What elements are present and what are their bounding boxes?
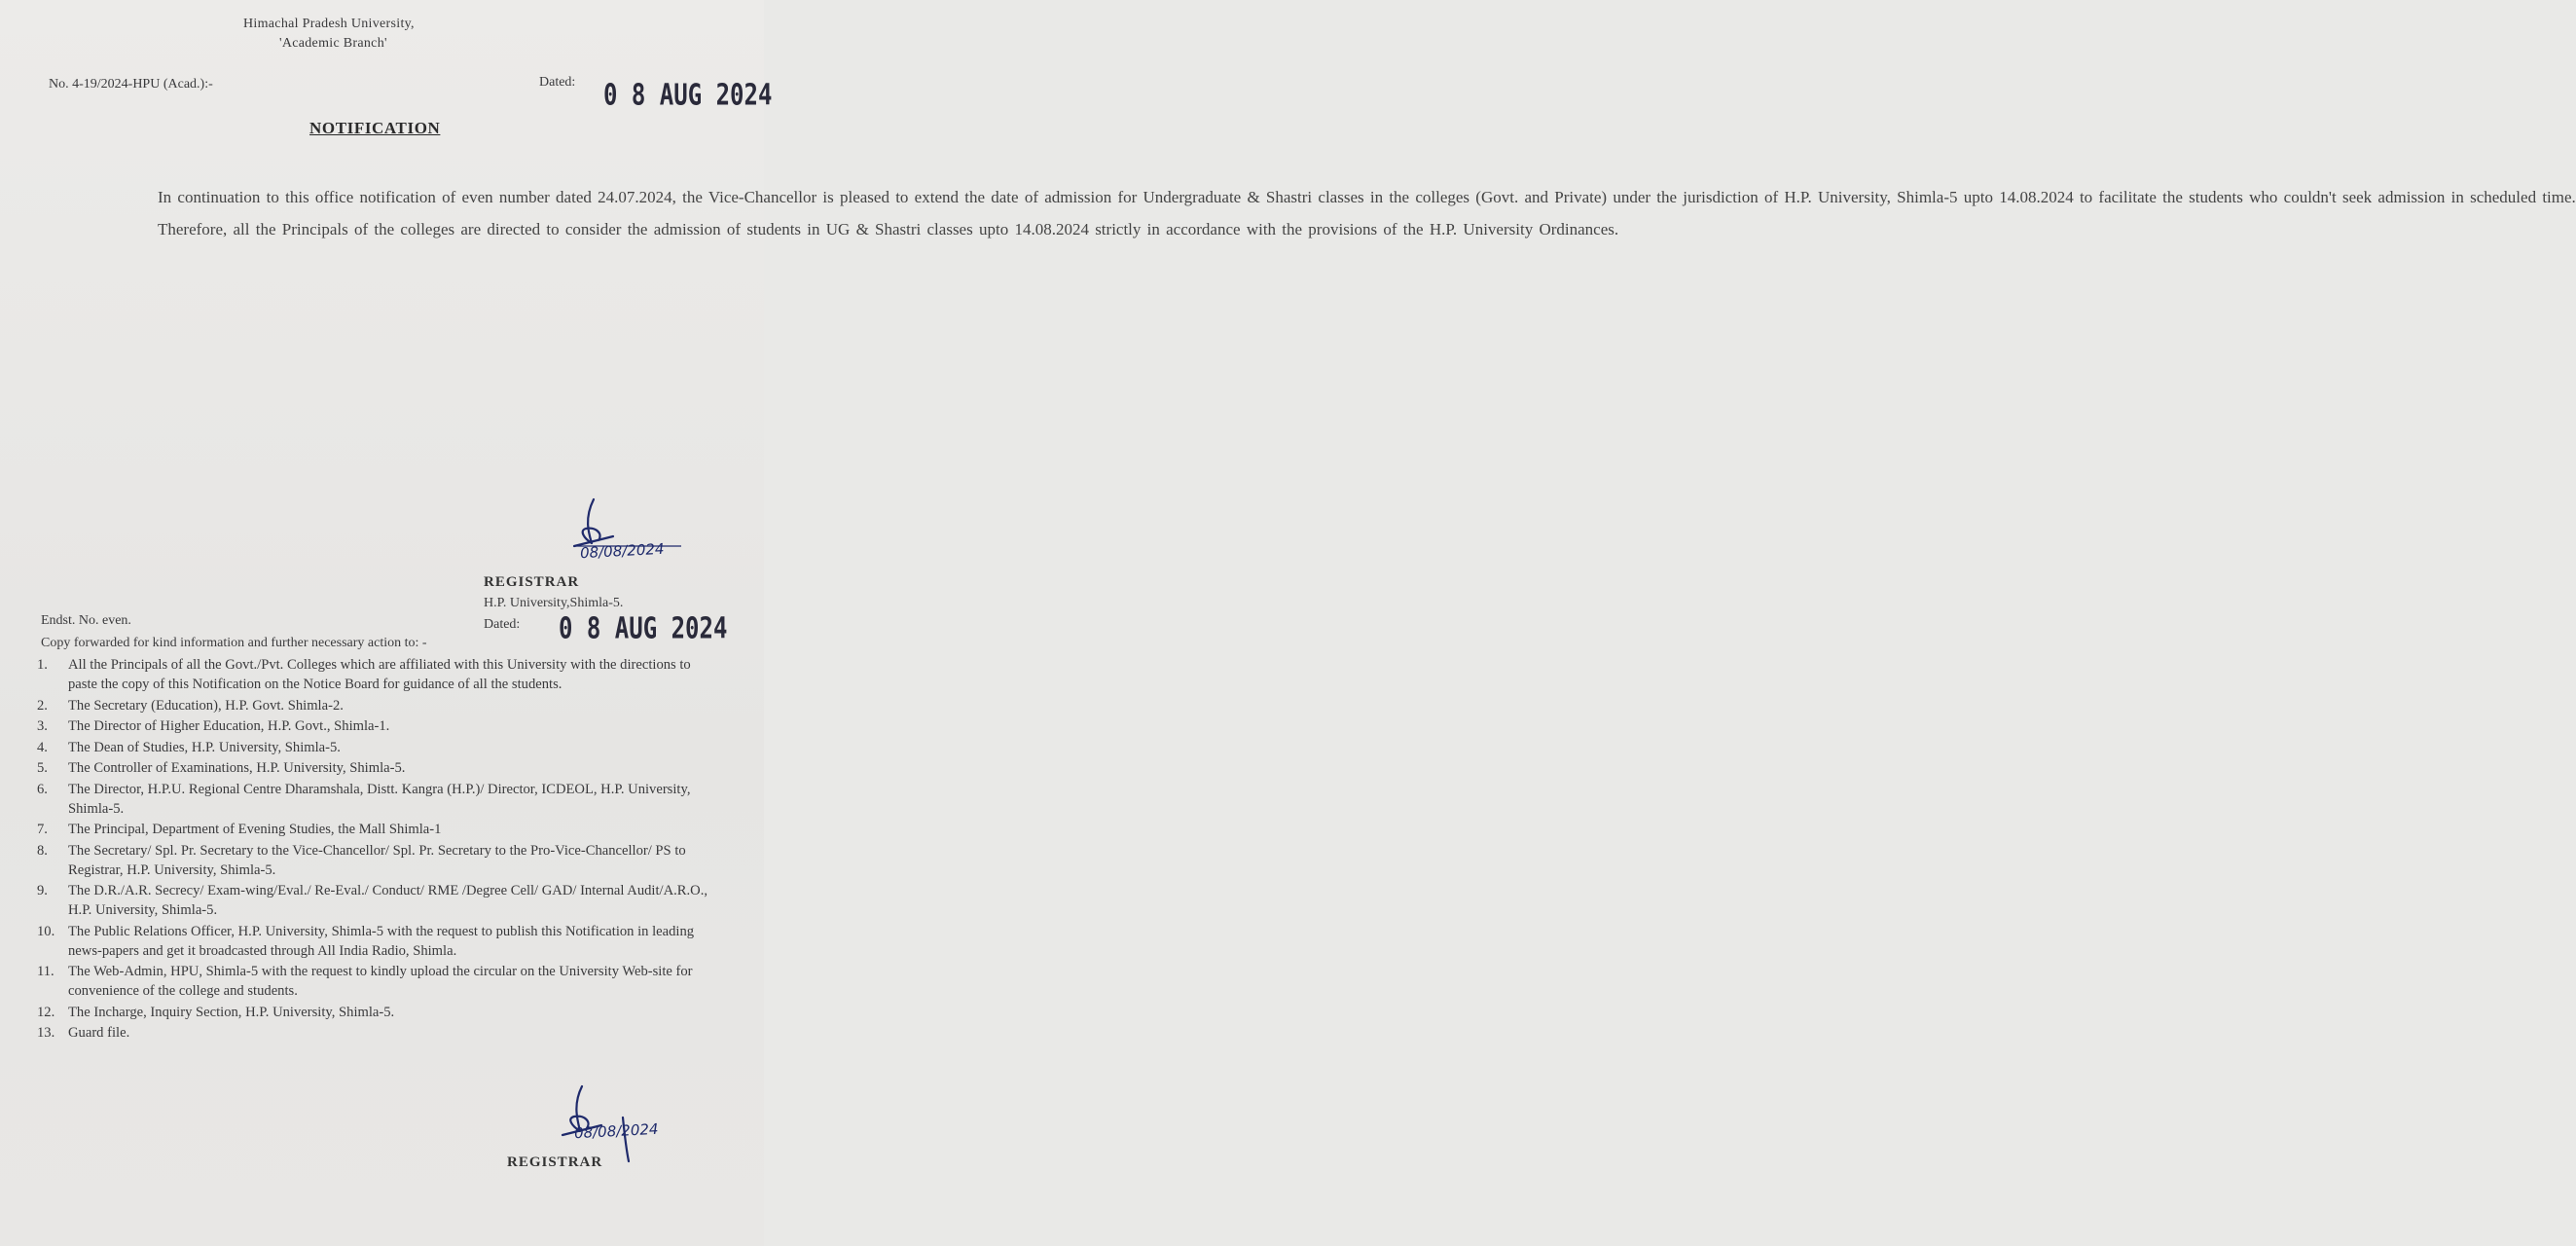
copy-forwarded-line: Copy forwarded for kind information and further necessary action to: -	[41, 636, 427, 650]
list-item: 7. The Principal, Department of Evening Studies, the Mall Shimla-1	[37, 822, 442, 837]
paragraph-2: Therefore, all the Principals of the colleges are directed to consider the admission of students in UG & Shastri classes upto 14.08.2024 strictly in accordance with the provisions of the H.P. University Ordinances.	[158, 220, 1619, 238]
body-text	[45, 181, 2576, 245]
endst-number: Endst. No. even.	[41, 613, 131, 628]
endst-date-stamp: 0 8 AUG 2024	[559, 611, 728, 645]
dated-label: Dated:	[539, 75, 576, 90]
recipient-list	[29, 655, 710, 1044]
registrar-address: H.P. University,Shimla-5.	[484, 596, 624, 610]
list-item: 9. The D.R./A.R. Secrecy/ Exam-wing/Eval./ Re-Eval./ Conduct/ RME /Degree Cell/ GAD/ Internal Audit/A.R.O., H.P. University, Shimla-5.	[37, 883, 707, 918]
endst-dated-label: Dated:	[484, 617, 521, 632]
page-title: NOTIFICATION	[309, 119, 441, 137]
university-name: Himachal Pradesh University,	[243, 17, 415, 31]
list-item: 11. The Web-Admin, HPU, Shimla-5 with the request to kindly upload the circular on the University Web-site for convenience of the college and students.	[37, 964, 693, 999]
list-item: 4. The Dean of Studies, H.P. University, Shimla-5.	[37, 739, 341, 755]
reference-number: No. 4-19/2024-HPU (Acad.):-	[49, 77, 213, 92]
date-stamp: 0 8 AUG 2024	[603, 78, 773, 112]
list-item: 10. The Public Relations Officer, H.P. University, Shimla-5 with the request to publish this Notification in leading news-papers and get it broadcasted through All India Radio, Shimla.	[37, 923, 695, 959]
list-item: 5. The Controller of Examinations, H.P. University, Shimla-5.	[37, 760, 406, 776]
list-item: 1. All the Principals of all the Govt./Pvt. Colleges which are affiliated with this University with the directions to paste the copy of this Notification on the Notice Board for guidance of all the students.	[37, 657, 691, 692]
list-item: 13. Guard file.	[37, 1025, 130, 1041]
registrar-title: REGISTRAR	[484, 574, 580, 590]
list-item: 3. The Director of Higher Education, H.P. Govt., Shimla-1.	[37, 718, 390, 734]
bottom-registrar-title: REGISTRAR	[507, 1154, 603, 1170]
branch-name: 'Academic Branch'	[279, 36, 387, 51]
bottom-signature-date: 08/08/2024	[573, 1119, 659, 1143]
list-item: 8. The Secretary/ Spl. Pr. Secretary to the Vice-Chancellor/ Spl. Pr. Secretary to the Pro-Vice-Chancellor/ PS to Registrar, H.P. University, Shimla-5.	[37, 842, 686, 878]
list-item: 12. The Incharge, Inquiry Section, H.P. University, Shimla-5.	[37, 1004, 395, 1020]
paragraph-1: In continuation to this office notification of even number dated 24.07.2024, the Vice-Chancellor is pleased to extend the date of admission for Undergraduate & Shastri classes in the colleges (Govt. and Private) under the jurisdiction of H.P. University, Shimla-5 upto 14.08.2024 to facilitate the students who couldn't seek admission in scheduled time.	[158, 188, 2576, 206]
signature-date: 08/08/2024	[579, 539, 665, 563]
list-item: 2. The Secretary (Education), H.P. Govt. Shimla-2.	[37, 697, 344, 714]
list-item: 6. The Director, H.P.U. Regional Centre Dharamshala, Distt. Kangra (H.P.)/ Director, ICDEOL, H.P. University, Shimla-5.	[37, 781, 691, 817]
